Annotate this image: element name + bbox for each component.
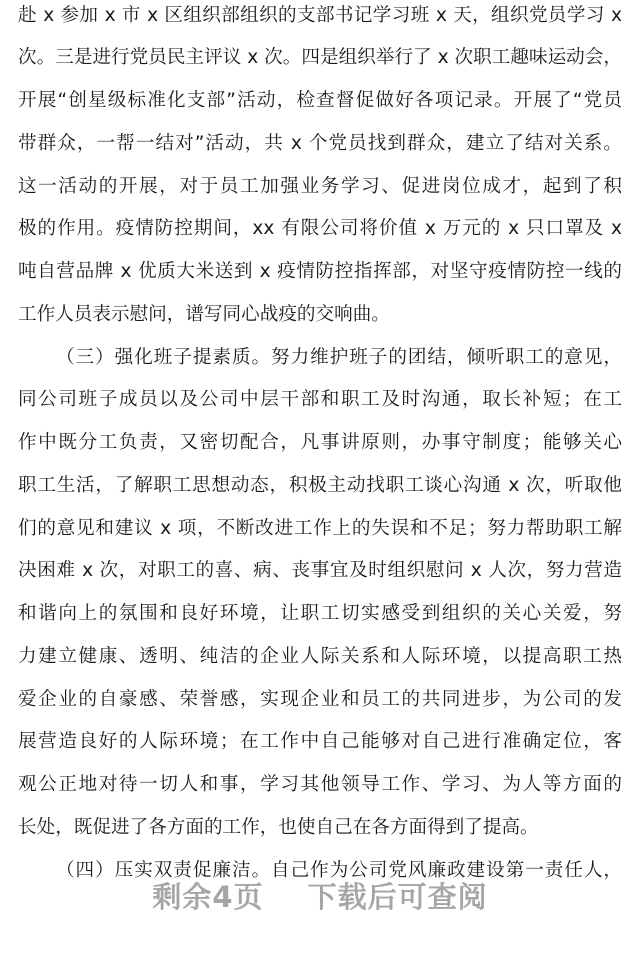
paragraph-line: 工作人员表示慰问，谱写同心战疫的交响曲。 [18, 304, 390, 325]
paragraph-line: 赴 x 参加 x 市 x 区组织部组织的支部书记学习班 x 天，组织党员学习 x [18, 5, 622, 26]
remaining-pages-label: 剩余4页 [152, 880, 264, 914]
paragraph-line: 次。三是进行党员民主评议 x 次。四是组织举行了 x 次职工趣味运动会， [18, 47, 622, 68]
paragraph-line: 展营造良好的人际环境；在工作中自己能够对自己进行准确定位，客 [18, 731, 622, 752]
section-heading-line: （四）压实双责促廉洁。自己作为公司党风廉政建设第一责任人， [56, 860, 622, 881]
paragraph-line: 们的意见和建议 x 项，不断改进工作上的失误和不足；努力帮助职工解 [18, 518, 622, 539]
paragraph-line: 长处，既促进了各方面的工作，也使自己在各方面得到了提高。 [18, 817, 539, 838]
paragraph-line: 职工生活，了解职工思想动态，积极主动找职工谈心沟通 x 次，听取他 [18, 475, 622, 496]
section-heading-line: （三）强化班子提素质。努力维护班子的团结，倾听职工的意见， [56, 347, 622, 368]
paragraph-line: 吨自营品牌 x 优质大米送到 x 疫情防控指挥部，对坚守疫情防控一线的 [18, 261, 622, 282]
paragraph-line: 爱企业的自豪感、荣誉感，实现企业和员工的共同进步，为公司的发 [18, 689, 622, 710]
paragraph-line: 同公司班子成员以及公司中层干部和职工及时沟通，取长补短；在工 [18, 389, 622, 410]
paragraph-line: 和谐向上的氛围和良好环境，让职工切实感受到组织的关心关爱，努 [18, 603, 622, 624]
download-to-view-label: 下载后可查阅 [307, 880, 488, 914]
paragraph-line: 开展“创星级标准化支部”活动，检查督促做好各项记录。开展了“党员 [18, 90, 622, 111]
paragraph-line: 带群众，一帮一结对”活动，共 x 个党员找到群众，建立了结对关系。 [18, 133, 622, 154]
paragraph-line: 观公正地对待一切人和事，学习其他领导工作、学习、为人等方面的 [18, 774, 622, 795]
download-prompt[interactable] [0, 872, 640, 922]
paragraph-line: 决困难 x 次，对职工的喜、病、丧事宜及时组织慰问 x 人次，努力营造 [18, 560, 622, 581]
paragraph-line: 力建立健康、透明、纯洁的企业人际关系和人际环境，以提高职工热 [18, 646, 622, 667]
paragraph-line: 极的作用。疫情防控期间，xx 有限公司将价值 x 万元的 x 只口罩及 x [18, 218, 622, 239]
paragraph-line: 这一活动的开展，对于员工加强业务学习、促进岗位成才，起到了积 [18, 176, 622, 197]
paragraph-line: 作中既分工负责，又密切配合，凡事讲原则，办事守制度；能够关心 [18, 432, 622, 453]
